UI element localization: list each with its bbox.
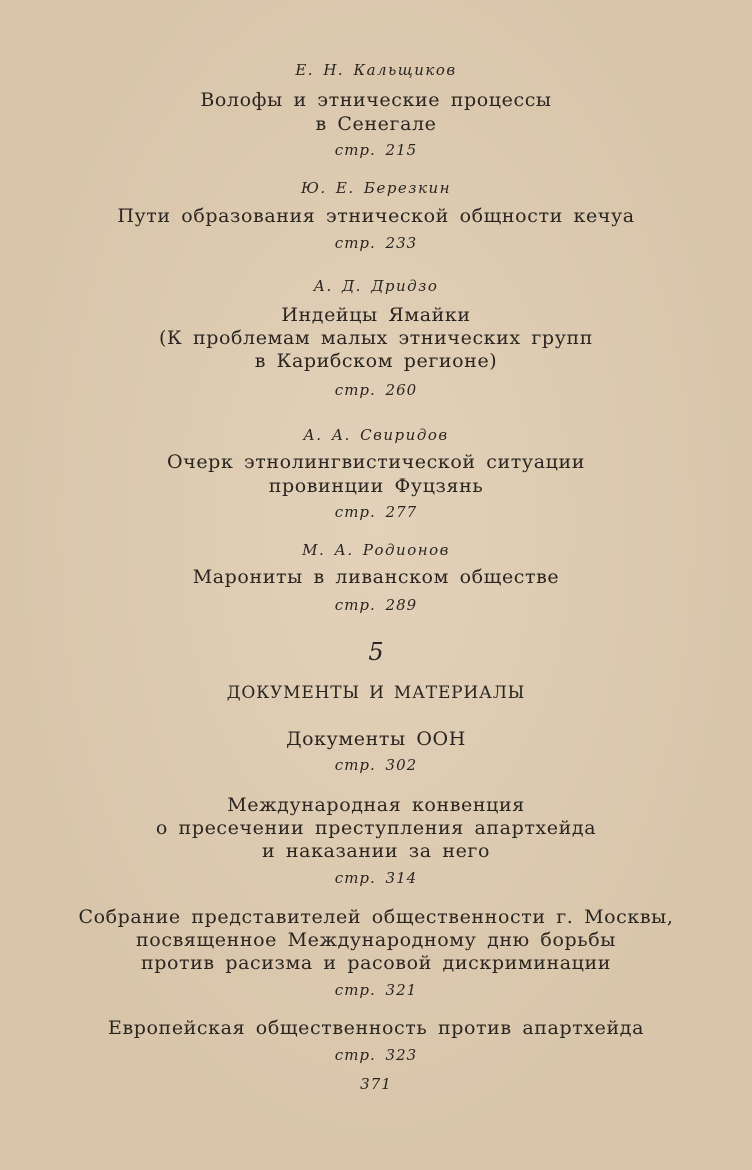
- document-page-ref: стр. 302: [334, 756, 418, 774]
- entry-page-ref: стр. 215: [334, 141, 418, 159]
- section-number: 5: [368, 638, 384, 666]
- entry-author: А. А. Свиридов: [303, 426, 449, 444]
- entry-author: Ю. Е. Березкин: [301, 179, 451, 197]
- entry-title-line: Волофы и этнические процессы: [200, 89, 552, 111]
- document-page-ref: стр. 323: [334, 1046, 418, 1064]
- entry-author: А. Д. Дридзо: [313, 277, 439, 295]
- document-title-line: о пресечении преступления апартхейда: [155, 817, 597, 839]
- entry-page-ref: стр. 260: [334, 381, 418, 399]
- entry-title-line: в Карибском регионе): [254, 350, 498, 372]
- entry-title-line: Пути образования этнической общности кечуа: [117, 205, 635, 227]
- entry-page-ref: стр. 233: [334, 234, 418, 252]
- document-title-line: Собрание представителей общественности г. Москвы,: [78, 906, 674, 928]
- entry-title-line: провинции Фуцзянь: [268, 475, 484, 497]
- entry-author: Е. Н. Кальщиков: [295, 61, 457, 79]
- entry-title-line: Марониты в ливанском обществе: [192, 566, 560, 588]
- entry-title-line: Индейцы Ямайки: [281, 304, 471, 326]
- document-title-line: Международная конвенция: [227, 794, 525, 816]
- entry-author: М. А. Родионов: [302, 541, 450, 559]
- document-page-ref: стр. 314: [334, 869, 418, 887]
- entry-title-line: Очерк этнолингвистической ситуации: [167, 451, 585, 473]
- entry-title-line: (К проблемам малых этнических групп: [159, 327, 593, 349]
- document-title-line: против расизма и расовой дискриминации: [140, 952, 612, 974]
- document-title-line: и наказании за него: [261, 840, 491, 862]
- page-number: 371: [360, 1075, 392, 1093]
- entry-title-line: в Сенегале: [315, 113, 437, 135]
- document-page-ref: стр. 321: [334, 981, 418, 999]
- entry-page-ref: стр. 289: [334, 596, 418, 614]
- entry-page-ref: стр. 277: [334, 503, 418, 521]
- document-title-line: Европейская общественность против апартхейда: [107, 1017, 644, 1039]
- section-title: ДОКУМЕНТЫ И МАТЕРИАЛЫ: [226, 683, 526, 703]
- document-title-line: посвященное Международному дню борьбы: [136, 929, 616, 951]
- document-title-line: Документы ООН: [286, 728, 466, 750]
